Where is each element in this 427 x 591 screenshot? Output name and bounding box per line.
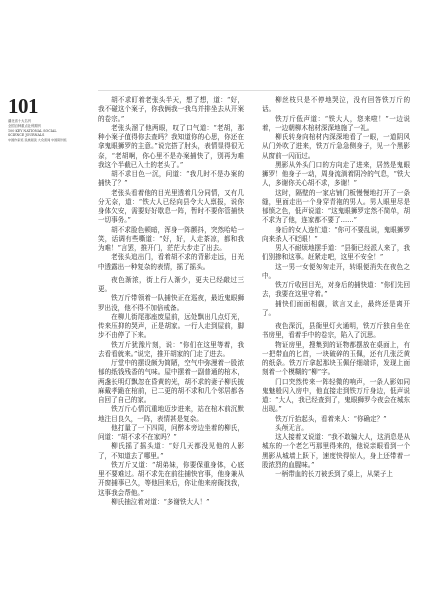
page-header [8, 96, 90, 143]
paragraph: 柳氏转身向棺材内深深地看了一眼，一道阴风从门外吹了进来，铁万斤急急侧身子，见一个黑影从窗前一闪而过。 [262, 133, 410, 160]
paragraph: 铁万斤收回目光，对身后的捕快道：“你们先回去，我要在这里守着。” [262, 281, 410, 299]
paragraph: 铁万斤带领着一队捕快正在巡夜，最近鬼眼狮罗出没，他不得不加倍戒备。 [98, 294, 244, 312]
paragraph: 这一男一女便匆匆走开，转眼便消失在夜色之中。 [262, 262, 410, 280]
paragraph: 胡不求目色一沉，问道：“我几时不是办案的捕快了？” [98, 170, 244, 188]
paragraph: 铁万斤心情沉重地迈步进来，站在棺木前沉默地注目良久，一阵，表情甚是复杂。 [98, 405, 244, 423]
english-name-line-2: SCIENCE JOURNALS [8, 133, 45, 137]
paragraph: 头颅无言。 [275, 423, 308, 432]
paragraph: 物证房里，搜集到的证物都摆放在桌面上，有一把带血的匕首，一块破碎的玉佩，还有几张泛黄的纸条。铁万斤拿起那块玉佩仔细端详，发现上面刻着一个模糊的“柳”字。 [262, 340, 410, 377]
paragraph: 厅堂中的摆设颇为简陋，空气中弥漫着一股浓郁的纸钱残香的气味。屋中摆着一副普通的棺木，两盏长明灯飘忽在昏黄的光，胡不求的妻子柳氏披麻戴孝跪在棺前，已二更的胡不求和几个邻居都各自回了自己的家。 [98, 359, 244, 404]
paragraph: 胡不求盯着老张头半天，想了想，道：“好，我不碰这个案子，你我俩我一我乌并排坐去从开案的卷宗。” [98, 96, 244, 123]
paragraph: 在柳儿街尾那座废屋前，远处飘出几点灯光，传来压抑的哭声，正是胡家。一行人走到屋前，脚步不由停了下来。 [98, 312, 244, 340]
paragraph: 铁万斤犹豫片刻，说：“你们在这里等着，我去看看就来。”说完，推开胡家的门走了进去。 [98, 340, 244, 358]
english-name-line-1: 100 KEY NATIONAL SOCIAL [8, 129, 57, 133]
paragraph: 他打量了一下四周，问醉本旁边坐着的柳氏，问道：“胡不求不在家吗？” [98, 423, 244, 441]
paragraph: 铁万斤低声道：“铁大人，您来啦！”一边说着，一边朝柳木棺材深深地施了一礼。 [262, 114, 410, 132]
paragraph: 柳氏摇了摇头道：“好几天都没见他的人影了，不知道去了哪里。” [98, 442, 244, 460]
paragraph: 胡不求脸色顿暗，浑身一阵颤抖，突然哈哈一笑，话调有些嘶道：“好，好，人走茶凉，都和我为难！”言罢，推开门，茫茫大步走了出去。 [98, 225, 244, 252]
paragraph: 黑影从外头门口的方向走了进来，居然是鬼眼狮罗！他身子一动，周身流淌着阴冷的气息，“铁大人，多谢你关心胡不求，多谢！” [262, 160, 410, 188]
paragraph: 老张头溜了他两眼，叹了口气道：“老胡，那种小案子值得你去查吗？我知道你的心思，你还在拿鬼眼狮罗的主意。”说完搭了肘头，表情显得很无奈，“老胡啊，你心里不是办案捕快了，别再为难我这个半截已入土的老头了。” [98, 123, 244, 169]
left-text-column [98, 96, 244, 507]
paragraph: 柳丝枝只是不停地哭泣，没有回答铁万斤的话。 [262, 96, 410, 114]
issue-line: 湖北省十大名刊 [8, 119, 32, 123]
paragraph: 身后的女人连忙道：“你可不要乱说，鬼眼狮罗向来杀人不眨眼！” [262, 225, 410, 243]
page-number: 101 [8, 94, 38, 118]
paragraph: 铁万斤抬起头，看着来人：“你确定？” [275, 414, 387, 423]
paragraph: 捕快们面面相觑，欲言又止，最终还是离开了。 [262, 299, 410, 317]
paragraph: 这人接着又说道：“我不敢骗大人，这消息是从城东的一个老乞丐那里得来的，他说亲眼看到一个黑影从城墙上跃下，速度快得惊人，身上还带着一股浓烈的血腥味。” [262, 433, 410, 469]
paragraph: 老张头追出门，看着胡不求的背影走远，日光中透露出一种复杂的表情，摇了摇头。 [98, 253, 244, 271]
paragraph: 这时，隔壁的一家店铺门板慢慢地打开了一条缝，里面走出一个身穿青袍的男人。男人眼里尽是郁愤之色，低声说道：“这鬼眼狮罗定然不简单，胡不求为了他，连家都不要了……” [262, 188, 410, 225]
paragraph: 一柄带血的长刀被丢到了桌上，从架子上 [275, 470, 393, 478]
paragraph: 柳氏抽泣着对道：“多谢铁大人！” [111, 497, 210, 506]
paragraph: 铁万斤又道：“胡弟妹，你要保重身体，心底里不要难过。胡不求先在前往捕快官事，他身兼从开窗捕事已久，等他回来后，你让他来府衙找我，这事我会帮他。” [98, 460, 244, 497]
header-rule [98, 90, 410, 91]
journal-line: 全国百种重点社科期刊 [8, 124, 41, 128]
paragraph: 老张头看着他的目光里透着几分同情，又有几分无奈，道：“铁大人已经向县令大人禀报，说你身体欠安，需要好好歇息一阵，暂时不要你管捕快一切事务。” [98, 188, 244, 225]
paragraph: 夜色渐浓，街上行人渐少，更夫已经敲过三更。 [98, 275, 244, 293]
paragraph: 男人不耐烦地摆手道：“县衙已经派人来了，我们别掺和这事。赶紧走吧，这里不安全！” [262, 244, 410, 262]
right-text-column [262, 96, 410, 479]
paragraph: 夜色深沉，县衙里灯火通明，铁万斤独自坐在书房里，看着手中的卷宗，陷入了沉思。 [262, 322, 410, 340]
paragraph: 门口突然传来一阵轻微的响声，一条人影如同鬼魅般闪入房中，他直接走到铁万斤身边，低声说道：“大人，我已经查到了，鬼眼狮罗今夜会在城东出现。” [262, 377, 410, 414]
awards-line: 中国作家奖 民族阅读 大众喜闻 中国期刊奖 [8, 138, 67, 142]
